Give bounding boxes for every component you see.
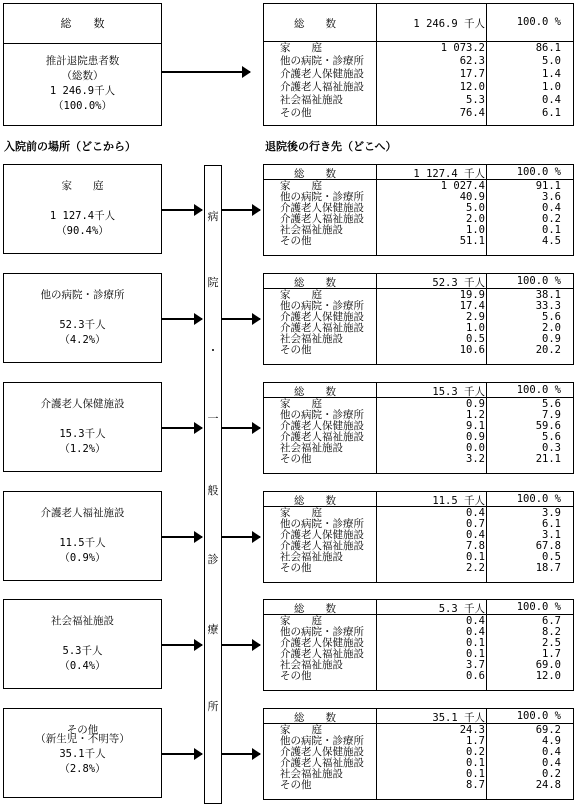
destination-label: 介護老人福祉施設 bbox=[280, 322, 364, 334]
source-line: 他の病院・診療所 bbox=[40, 289, 125, 301]
destination-count: 0.9 bbox=[466, 431, 485, 443]
destination-count: 2.2 bbox=[466, 562, 485, 574]
source-line: 11.5千人 bbox=[59, 537, 106, 549]
table-row bbox=[264, 56, 573, 67]
source-line: （0.4%） bbox=[59, 660, 106, 672]
destination-label: その他 bbox=[280, 779, 312, 791]
source-line: （0.9%） bbox=[59, 552, 106, 564]
source-box bbox=[3, 164, 162, 254]
destination-count: 24.3 bbox=[459, 724, 485, 736]
hospital-char: 病 bbox=[207, 210, 219, 223]
destination-percent: 5.6 bbox=[542, 398, 561, 410]
source-line: （2.8%） bbox=[59, 763, 106, 775]
destination-label: 介護老人福祉施設 bbox=[280, 757, 364, 769]
destination-percent: 69.2 bbox=[535, 724, 561, 736]
header-percent: 100.0 % bbox=[516, 384, 561, 396]
outflow-arrow bbox=[222, 753, 260, 755]
source-box bbox=[3, 382, 162, 472]
header-percent: 100.0 % bbox=[516, 493, 561, 505]
destination-percent: 67.8 bbox=[535, 540, 561, 552]
destination-percent: 3.9 bbox=[542, 507, 561, 519]
destination-table bbox=[263, 382, 574, 474]
destination-percent: 0.4 bbox=[542, 94, 561, 106]
source-line: 介護老人福祉施設 bbox=[40, 507, 125, 519]
destination-count: 1.2 bbox=[466, 409, 485, 421]
destination-label: 家 庭 bbox=[280, 615, 322, 627]
inflow-arrow bbox=[162, 536, 202, 538]
inflow-arrow bbox=[162, 209, 202, 211]
destination-percent: 0.2 bbox=[542, 768, 561, 780]
destination-count: 2.0 bbox=[466, 213, 485, 225]
destination-count: 76.4 bbox=[459, 107, 485, 119]
destination-count: 5.0 bbox=[466, 202, 485, 214]
destination-percent: 38.1 bbox=[535, 289, 561, 301]
destination-label: 家 庭 bbox=[280, 507, 322, 519]
destination-count: 17.7 bbox=[459, 68, 485, 80]
destination-label: 介護老人保健施設 bbox=[280, 311, 364, 323]
outflow-arrow bbox=[222, 209, 260, 211]
outflow-arrow bbox=[222, 644, 260, 646]
destination-label: その他 bbox=[280, 562, 312, 574]
destination-table bbox=[263, 164, 574, 256]
destination-percent: 59.6 bbox=[535, 420, 561, 432]
destination-label: 介護老人保健施設 bbox=[280, 202, 364, 214]
destination-label: 家 庭 bbox=[280, 180, 322, 192]
destination-label: 社会福祉施設 bbox=[280, 224, 343, 236]
table-row bbox=[264, 780, 573, 791]
header-count: 15.3 千人 bbox=[432, 386, 485, 398]
destination-percent: 6.1 bbox=[542, 107, 561, 119]
hospital-char: 所 bbox=[207, 700, 219, 713]
total-source-line-1: 推計退院患者数 bbox=[45, 55, 120, 67]
header-count: 5.3 千人 bbox=[438, 603, 485, 615]
header-percent: 100.0 % bbox=[516, 275, 561, 287]
destination-count: 0.4 bbox=[466, 615, 485, 627]
table-header bbox=[264, 600, 573, 615]
destination-label: 他の病院・診療所 bbox=[280, 518, 364, 530]
table-header bbox=[264, 4, 573, 42]
header-label: 総 数 bbox=[294, 495, 336, 507]
destination-label: 他の病院・診療所 bbox=[280, 735, 364, 747]
destination-count: 0.4 bbox=[466, 626, 485, 638]
destination-percent: 5.0 bbox=[542, 55, 561, 67]
source-box bbox=[3, 708, 162, 798]
destination-percent: 1.0 bbox=[542, 81, 561, 93]
total-source-line-4: （100.0%） bbox=[53, 100, 112, 112]
destination-table bbox=[263, 708, 574, 800]
table-header bbox=[264, 165, 573, 180]
destination-label: 家 庭 bbox=[280, 398, 322, 410]
source-line: （1.2%） bbox=[59, 443, 106, 455]
destination-label: 他の病院・診療所 bbox=[280, 191, 364, 203]
destination-percent: 6.1 bbox=[542, 518, 561, 530]
inflow-arrow bbox=[162, 427, 202, 429]
header-label: 総 数 bbox=[294, 386, 336, 398]
table-row bbox=[264, 82, 573, 93]
destination-percent: 2.0 bbox=[542, 322, 561, 334]
destination-label: 家 庭 bbox=[280, 724, 322, 736]
source-line: 35.1千人 bbox=[59, 748, 106, 760]
destination-count: 19.9 bbox=[459, 289, 485, 301]
total-source-box bbox=[3, 43, 162, 126]
destination-count: 3.2 bbox=[466, 453, 485, 465]
destination-percent: 2.5 bbox=[542, 637, 561, 649]
destination-count: 0.4 bbox=[466, 507, 485, 519]
table-row bbox=[264, 345, 573, 356]
table-row bbox=[264, 236, 573, 247]
destination-percent: 1.7 bbox=[542, 648, 561, 660]
destination-percent: 5.6 bbox=[542, 431, 561, 443]
total-title-box bbox=[3, 3, 162, 44]
source-line: 15.3千人 bbox=[59, 428, 106, 440]
table-header bbox=[264, 492, 573, 507]
destination-percent: 1.4 bbox=[542, 68, 561, 80]
destination-label: その他 bbox=[280, 670, 312, 682]
destination-count: 0.9 bbox=[466, 398, 485, 410]
outflow-arrow bbox=[222, 427, 260, 429]
source-line: 5.3千人 bbox=[62, 645, 103, 657]
destination-percent: 5.6 bbox=[542, 311, 561, 323]
destination-percent: 0.4 bbox=[542, 202, 561, 214]
destination-count: 12.0 bbox=[459, 81, 485, 93]
table-row bbox=[264, 69, 573, 80]
destination-count: 9.1 bbox=[466, 420, 485, 432]
destination-count: 0.7 bbox=[466, 518, 485, 530]
table-row bbox=[264, 671, 573, 682]
header-label: 総 数 bbox=[294, 18, 336, 30]
header-count: 11.5 千人 bbox=[432, 495, 485, 507]
table-row bbox=[264, 563, 573, 574]
destination-label: 社会福祉施設 bbox=[280, 551, 343, 563]
outflow-arrow bbox=[222, 318, 260, 320]
destination-label: 社会福祉施設 bbox=[280, 333, 343, 345]
destination-label: その他 bbox=[280, 235, 312, 247]
destination-count: 17.4 bbox=[459, 300, 485, 312]
destination-count: 7.8 bbox=[466, 540, 485, 552]
destination-label: 他の病院・診療所 bbox=[280, 626, 364, 638]
destination-label: その他 bbox=[280, 453, 312, 465]
destination-label: 介護老人保健施設 bbox=[280, 529, 364, 541]
destination-count: 10.6 bbox=[459, 344, 485, 356]
destination-percent: 0.2 bbox=[542, 213, 561, 225]
destination-percent: 3.1 bbox=[542, 529, 561, 541]
destination-table bbox=[263, 491, 574, 583]
destination-count: 3.7 bbox=[466, 659, 485, 671]
destination-count: 1.0 bbox=[466, 224, 485, 236]
destination-count: 1.0 bbox=[466, 322, 485, 334]
destination-label: 社会福祉施設 bbox=[280, 94, 343, 106]
destination-count: 8.7 bbox=[466, 779, 485, 791]
source-line: その他 bbox=[66, 724, 99, 736]
source-line: （新生児・不明等） bbox=[35, 733, 130, 745]
source-line: 介護老人保健施設 bbox=[40, 398, 125, 410]
header-percent: 100.0 % bbox=[516, 16, 561, 28]
table-header bbox=[264, 709, 573, 724]
table-row bbox=[264, 108, 573, 119]
destination-percent: 0.3 bbox=[542, 442, 561, 454]
source-line: （4.2%） bbox=[59, 334, 106, 346]
destination-percent: 6.7 bbox=[542, 615, 561, 627]
destination-percent: 91.1 bbox=[535, 180, 561, 192]
table-row bbox=[264, 454, 573, 465]
table-row bbox=[264, 95, 573, 106]
header-label: 総 数 bbox=[294, 712, 336, 724]
destination-count: 0.0 bbox=[466, 442, 485, 454]
header-count: 1 246.9 千人 bbox=[413, 18, 485, 30]
destination-count: 0.1 bbox=[466, 637, 485, 649]
destination-percent: 8.2 bbox=[542, 626, 561, 638]
destination-percent: 0.5 bbox=[542, 551, 561, 563]
outflow-arrow bbox=[222, 536, 260, 538]
destination-count: 40.9 bbox=[459, 191, 485, 203]
source-box bbox=[3, 273, 162, 363]
destination-label: 介護老人福祉施設 bbox=[280, 81, 364, 93]
destination-label: 社会福祉施設 bbox=[280, 768, 343, 780]
hospital-char: 院 bbox=[207, 276, 219, 289]
header-label: 総 数 bbox=[294, 168, 336, 180]
hospital-char: 診 bbox=[207, 553, 219, 566]
inflow-arrow bbox=[162, 644, 202, 646]
source-box bbox=[3, 491, 162, 581]
destination-label: 社会福祉施設 bbox=[280, 442, 343, 454]
destination-label: 他の病院・診療所 bbox=[280, 300, 364, 312]
destination-count: 0.4 bbox=[466, 529, 485, 541]
header-label: 総 数 bbox=[294, 603, 336, 615]
hospital-char: ・ bbox=[207, 344, 219, 357]
destination-table bbox=[263, 273, 574, 365]
destination-count: 0.2 bbox=[466, 746, 485, 758]
destination-label: 介護老人保健施設 bbox=[280, 746, 364, 758]
destination-percent: 3.6 bbox=[542, 191, 561, 203]
hospital-char: 般 bbox=[207, 484, 219, 497]
table-header bbox=[264, 383, 573, 398]
destination-percent: 4.5 bbox=[542, 235, 561, 247]
destination-percent: 0.4 bbox=[542, 746, 561, 758]
destination-count: 0.1 bbox=[466, 551, 485, 563]
destination-count: 1 073.2 bbox=[440, 42, 485, 54]
header-percent: 100.0 % bbox=[516, 601, 561, 613]
destination-percent: 0.9 bbox=[542, 333, 561, 345]
table-row bbox=[264, 43, 573, 54]
left-section-label: 入院前の場所（どこから） bbox=[4, 140, 136, 153]
destination-percent: 0.4 bbox=[542, 757, 561, 769]
destination-percent: 18.7 bbox=[535, 562, 561, 574]
total-source-line-2: （総数） bbox=[61, 70, 104, 82]
destination-count: 1 027.4 bbox=[440, 180, 485, 192]
destination-label: 介護老人保健施設 bbox=[280, 68, 364, 80]
table-header bbox=[264, 274, 573, 289]
header-count: 1 127.4 千人 bbox=[413, 168, 485, 180]
source-line: （90.4%） bbox=[56, 225, 109, 237]
header-percent: 100.0 % bbox=[516, 166, 561, 178]
destination-label: 介護老人福祉施設 bbox=[280, 540, 364, 552]
destination-label: 介護老人福祉施設 bbox=[280, 213, 364, 225]
destination-count: 5.3 bbox=[466, 94, 485, 106]
destination-count: 2.9 bbox=[466, 311, 485, 323]
total-title: 総 数 bbox=[60, 17, 105, 30]
destination-table bbox=[263, 599, 574, 691]
hospital-char: 一 bbox=[207, 412, 219, 425]
destination-label: 他の病院・診療所 bbox=[280, 55, 364, 67]
inflow-arrow bbox=[162, 318, 202, 320]
destination-percent: 33.3 bbox=[535, 300, 561, 312]
destination-label: 介護老人保健施設 bbox=[280, 420, 364, 432]
destination-count: 51.1 bbox=[459, 235, 485, 247]
total-arrow bbox=[162, 71, 250, 73]
inflow-arrow bbox=[162, 753, 202, 755]
destination-label: 他の病院・診療所 bbox=[280, 409, 364, 421]
destination-label: 介護老人福祉施設 bbox=[280, 648, 364, 660]
destination-label: 介護老人福祉施設 bbox=[280, 431, 364, 443]
destination-percent: 4.9 bbox=[542, 735, 561, 747]
header-count: 52.3 千人 bbox=[432, 277, 485, 289]
hospital-box bbox=[204, 165, 222, 804]
right-section-label: 退院後の行き先（どこへ） bbox=[265, 140, 397, 153]
destination-count: 0.1 bbox=[466, 757, 485, 769]
destination-label: その他 bbox=[280, 107, 312, 119]
destination-count: 62.3 bbox=[459, 55, 485, 67]
destination-count: 0.1 bbox=[466, 648, 485, 660]
header-label: 総 数 bbox=[294, 277, 336, 289]
hospital-char: 療 bbox=[207, 623, 219, 636]
source-line: 社会福祉施設 bbox=[51, 615, 114, 627]
destination-label: 家 庭 bbox=[280, 42, 322, 54]
destination-count: 0.5 bbox=[466, 333, 485, 345]
destination-count: 0.6 bbox=[466, 670, 485, 682]
destination-percent: 86.1 bbox=[535, 42, 561, 54]
destination-label: その他 bbox=[280, 344, 312, 356]
destination-percent: 24.8 bbox=[535, 779, 561, 791]
source-box bbox=[3, 599, 162, 689]
destination-label: 社会福祉施設 bbox=[280, 659, 343, 671]
destination-percent: 0.1 bbox=[542, 224, 561, 236]
source-line: 52.3千人 bbox=[59, 319, 106, 331]
header-count: 35.1 千人 bbox=[432, 712, 485, 724]
destination-percent: 69.0 bbox=[535, 659, 561, 671]
total-table bbox=[263, 3, 574, 126]
destination-percent: 7.9 bbox=[542, 409, 561, 421]
source-line: 家 庭 bbox=[61, 180, 104, 192]
header-percent: 100.0 % bbox=[516, 710, 561, 722]
destination-count: 0.1 bbox=[466, 768, 485, 780]
destination-percent: 12.0 bbox=[535, 670, 561, 682]
destination-label: 介護老人保健施設 bbox=[280, 637, 364, 649]
destination-label: 家 庭 bbox=[280, 289, 322, 301]
destination-count: 1.7 bbox=[466, 735, 485, 747]
destination-percent: 20.2 bbox=[535, 344, 561, 356]
total-source-line-3: 1 246.9千人 bbox=[49, 85, 116, 97]
source-line: 1 127.4千人 bbox=[49, 210, 116, 222]
destination-percent: 21.1 bbox=[535, 453, 561, 465]
